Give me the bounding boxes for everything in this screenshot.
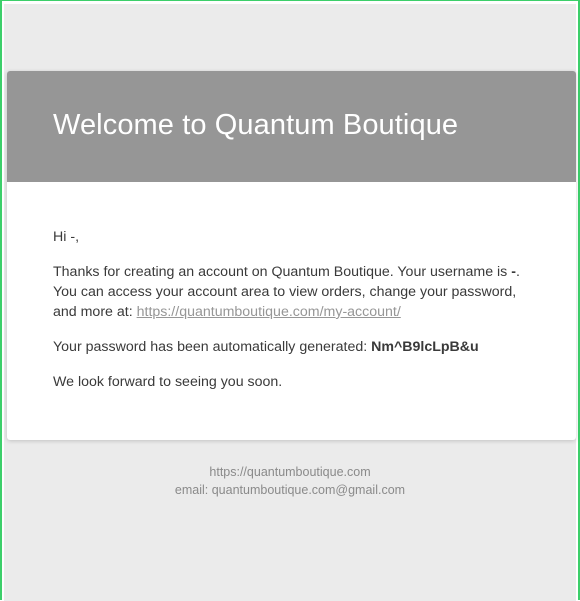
closing-text: We look forward to seeing you soon. [53,374,283,390]
email-title: Welcome to Quantum Boutique [53,109,459,141]
password-label: Your password has been automatically generated: [53,339,372,355]
header-banner [7,71,576,182]
password-value: Nm^B9lcLpB&u [371,339,479,355]
greeting-text: Hi -, [53,229,80,245]
email-footer [4,463,576,499]
email-content [53,227,533,407]
intro-text-start: Thanks for creating an account on Quantum Boutique. Your username is [53,264,512,280]
email-canvas [4,4,576,601]
intro-text-end: . You can access your account area to view orders, change your password, and more at: [53,264,520,320]
my-account-link[interactable]: https://quantumboutique.com/my-account/ [136,304,401,320]
footer-email: email: quantumboutique.com@gmail.com [174,483,406,497]
email-card [7,71,576,440]
username-value: - [511,264,516,280]
footer-site-url: https://quantumboutique.com [209,465,371,479]
password-paragraph [53,337,533,357]
intro-paragraph [53,262,533,322]
